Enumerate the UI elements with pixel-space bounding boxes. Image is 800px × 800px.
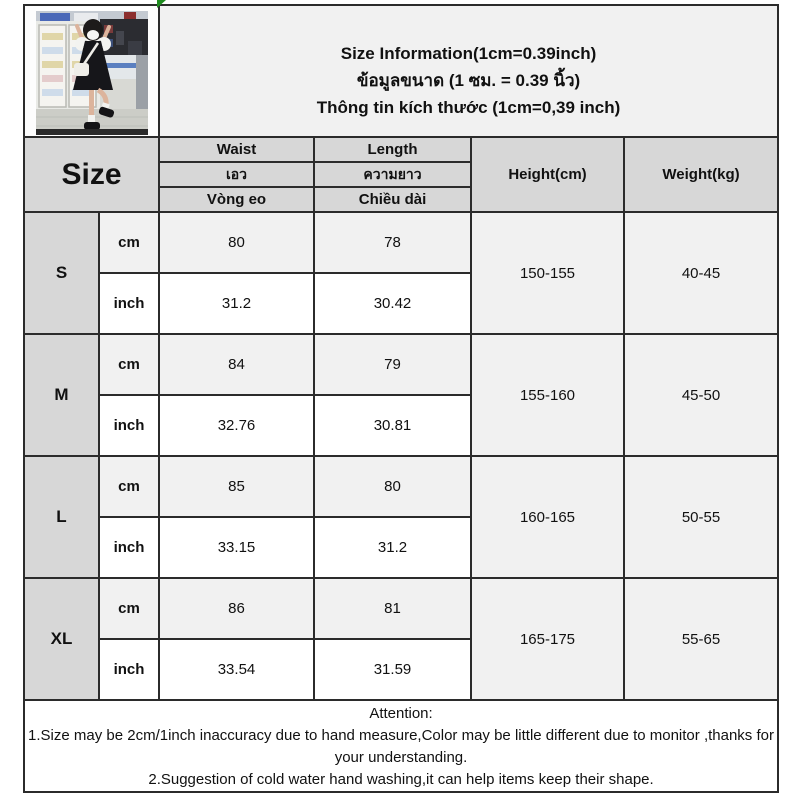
waist-cm-value: 84 xyxy=(159,334,314,395)
length-inch-value: 31.59 xyxy=(314,639,471,700)
unit-inch: inch xyxy=(99,395,159,456)
col-header-length-en: Length xyxy=(314,137,471,162)
attention-box xyxy=(24,700,778,792)
waist-cm-value: 85 xyxy=(159,456,314,517)
size-label: M xyxy=(24,334,99,456)
attention-line-1: 1.Size may be 2cm/1inch inaccuracy due to hand measure,Color may be little different due to monitor ,thanks for your understanding. xyxy=(28,727,774,766)
col-header-length-th: ความยาว xyxy=(314,162,471,187)
size-label: S xyxy=(24,212,99,334)
length-cm-value: 80 xyxy=(314,456,471,517)
height-value: 155-160 xyxy=(471,334,624,456)
length-cm-value: 78 xyxy=(314,212,471,273)
product-photo-cell xyxy=(24,5,159,137)
unit-cm: cm xyxy=(99,456,159,517)
col-header-waist-en: Waist xyxy=(159,137,314,162)
height-value: 160-165 xyxy=(471,456,624,578)
waist-cm-value: 86 xyxy=(159,578,314,639)
waist-inch-value: 33.15 xyxy=(159,517,314,578)
waist-inch-value: 33.54 xyxy=(159,639,314,700)
size-label: L xyxy=(24,456,99,578)
unit-inch: inch xyxy=(99,639,159,700)
attention-heading: Attention: xyxy=(369,705,433,722)
green-corner-marker xyxy=(157,0,166,8)
size-info-title xyxy=(159,5,778,137)
model-photo xyxy=(36,11,148,135)
length-inch-value: 31.2 xyxy=(314,517,471,578)
col-header-height: Height(cm) xyxy=(471,137,624,212)
title-line-vi: Thông tin kích thước (1cm=0,39 inch) xyxy=(316,97,621,117)
length-inch-value: 30.81 xyxy=(314,395,471,456)
waist-inch-value: 31.2 xyxy=(159,273,314,334)
length-cm-value: 81 xyxy=(314,578,471,639)
unit-cm: cm xyxy=(99,334,159,395)
col-header-waist-vi: Vòng eo xyxy=(159,187,314,212)
length-cm-value: 79 xyxy=(314,334,471,395)
unit-cm: cm xyxy=(99,212,159,273)
weight-value: 45-50 xyxy=(624,334,778,456)
height-value: 150-155 xyxy=(471,212,624,334)
attention-line-2: 2.Suggestion of cold water hand washing,it can help items keep their shape. xyxy=(148,771,654,788)
waist-inch-value: 32.76 xyxy=(159,395,314,456)
weight-value: 40-45 xyxy=(624,212,778,334)
weight-value: 50-55 xyxy=(624,456,778,578)
col-header-weight: Weight(kg) xyxy=(624,137,778,212)
col-header-waist-th: เอว xyxy=(159,162,314,187)
unit-inch: inch xyxy=(99,517,159,578)
length-inch-value: 30.42 xyxy=(314,273,471,334)
title-line-en: Size Information(1cm=0.39inch) xyxy=(340,43,597,63)
title-line-th: ข้อมูลขนาด (1 ซม. = 0.39 นิ้ว) xyxy=(356,70,581,90)
height-value: 165-175 xyxy=(471,578,624,700)
col-header-size: Size xyxy=(24,137,159,212)
size-table xyxy=(23,4,779,793)
col-header-length-vi: Chiều dài xyxy=(314,187,471,212)
weight-value: 55-65 xyxy=(624,578,778,700)
waist-cm-value: 80 xyxy=(159,212,314,273)
unit-cm: cm xyxy=(99,578,159,639)
unit-inch: inch xyxy=(99,273,159,334)
size-label: XL xyxy=(24,578,99,700)
